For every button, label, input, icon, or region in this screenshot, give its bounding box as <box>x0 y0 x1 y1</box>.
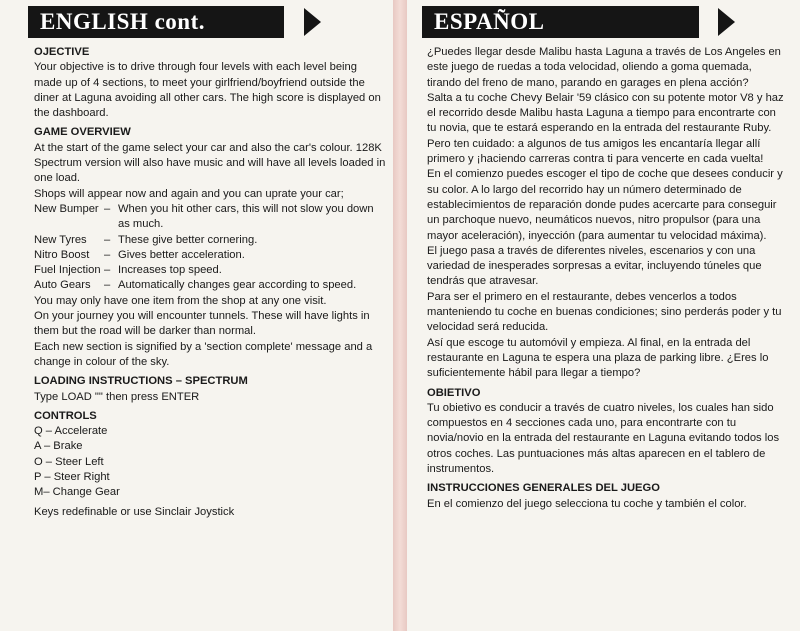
shop-item-desc: These give better cornering. <box>118 233 258 246</box>
controls-heading: CONTROLS <box>34 409 97 422</box>
shop-item-dash: – <box>104 279 111 292</box>
right-page <box>407 0 800 631</box>
keys-text: Keys redefinable or use Sinclair Joystick <box>34 505 235 518</box>
control-line: O – Steer Left <box>34 455 104 468</box>
espanol-header: ESPAÑOL <box>422 6 699 38</box>
shop-item-dash: – <box>104 233 111 246</box>
english-content <box>34 45 386 520</box>
intro-paragraph: En el comienzo puedes escoger el tipo de coche que desees conducir y su color. A lo largo del recorrido hay un número determinado de establecimientos de reparación donde pudes acercarte para conseguir un parchoque nuevo, neumáticos nuevos, nitro propulsor (para una mayor aceleración), inyección (para aumentar tu velocidad máxima). <box>427 168 783 242</box>
instrucciones-heading: INSTRUCCIONES GENERALES DEL JUEGO <box>427 482 660 495</box>
overview-text: At the start of the game select your car and also the car's colour. 128K Spectrum version will also have music and will have all levels loaded in one load. <box>34 141 386 185</box>
control-line: Q – Accelerate <box>34 425 108 438</box>
loading-text: Type LOAD "" then press ENTER <box>34 390 200 403</box>
objetivo-text: Tu obietivo es conducir a través de cuatro niveles, los cuales han sido compuestos en 4 secciones cada uno, para encontrarte con tu novia/novio en la entrada del restaurante en Laguna evitando todos los otros coches. Las puntuaciones más altas aparecen en el tablero de instrumentos. <box>427 401 780 476</box>
intro-paragraph: El juego pasa a través de diferentes niveles, escenarios y con una variedad de inesperades sorpresas a evitar, incluyendo túneles que tendrás que atravesar. <box>427 244 762 288</box>
shop-item <box>34 278 386 293</box>
loading-heading: LOADING INSTRUCTIONS – SPECTRUM <box>34 375 248 388</box>
overview-text: Shops will appear now and again and you can uprate your car; <box>34 187 344 200</box>
instrucciones-text: En el comienzo del juego selecciona tu coche y también el color. <box>427 497 747 510</box>
overview-text: On your journey you will encounter tunnels. These will have lights in them but the road will be darker than normal. <box>34 310 370 338</box>
intro-paragraph: Así que escoge tu automóvil y empieza. Al final, en la entrada del restaurante en Laguna te espera una plaza de parking libre. ¿Eres lo suficientemente hábil para llegar a tiempo? <box>427 336 769 380</box>
shop-item-name: New Tyres <box>34 233 87 246</box>
intro-paragraph: ¿Puedes llegar desde Malibu hasta Laguna a través de Los Angeles en este juego de ruedas a toda velocidad, oliendo a goma quemada, tirando del freno de mano, parando en garages en plena acción? <box>427 46 781 89</box>
control-line: A – Brake <box>34 440 83 453</box>
right-arrow-icon <box>304 8 321 36</box>
objetivo-heading: OBIETIVO <box>427 386 481 399</box>
intro-paragraph: Pero ten cuidado: a algunos de tus amigos les encantaría llegar allí primero y ¡haciendo carreras contra ti para vencerte en cada vuelta! <box>427 137 764 166</box>
shop-item-name: Nitro Boost <box>34 248 90 261</box>
shop-item-dash: – <box>104 264 111 277</box>
shop-item-desc: Gives better acceleration. <box>118 248 245 261</box>
shop-item <box>34 263 386 278</box>
objective-heading: OJECTIVE <box>34 46 90 58</box>
control-line: M– Change Gear <box>34 486 120 499</box>
objective-text: Your objective is to drive through four levels with each level being made up of 4 sections, to meet your girlfriend/boyfriend outside the diner at Laguna avoiding all other cars. The high score is displayed on the dashboard. <box>34 61 381 120</box>
shop-item <box>34 248 386 263</box>
control-line: P – Steer Right <box>34 471 110 484</box>
english-header: ENGLISH cont. <box>28 6 284 38</box>
espanol-content <box>427 45 787 512</box>
shop-item-desc: Increases top speed. <box>118 264 222 277</box>
shop-item-name: Auto Gears <box>34 279 91 292</box>
intro-paragraph: Para ser el primero en el restaurante, debes vencerlos a todos manteniendo tu coche en buenas condiciones; sino perderás poder y tu velocidad será reducida. <box>427 290 782 334</box>
shop-item-name: New Bumper <box>34 202 99 215</box>
shop-item <box>34 233 386 248</box>
shop-item <box>34 202 386 233</box>
shop-item-dash: – <box>104 248 111 261</box>
overview-text: You may only have one item from the shop at any one visit. <box>34 294 327 307</box>
overview-heading: GAME OVERVIEW <box>34 126 131 139</box>
shop-item-desc: When you hit other cars, this will not slow you down as much. <box>118 202 374 231</box>
right-arrow-icon <box>718 8 735 36</box>
overview-text: Each new section is signified by a 'section complete' message and a change in colour of the sky. <box>34 340 373 368</box>
shop-item-name: Fuel Injection <box>34 264 101 277</box>
left-page <box>0 0 393 631</box>
shop-item-dash: – <box>104 202 111 215</box>
intro-paragraph: Salta a tu coche Chevy Belair '59 clásico con su potente motor V8 y haz el recorrido desde Malibu hasta Laguna a tiempo para encontrarte con tu novia, que te estará esperando en la entrada del restaurante Ruby. <box>427 91 784 135</box>
shop-item-desc: Automatically changes gear according to speed. <box>118 279 357 292</box>
page-gutter <box>393 0 407 631</box>
